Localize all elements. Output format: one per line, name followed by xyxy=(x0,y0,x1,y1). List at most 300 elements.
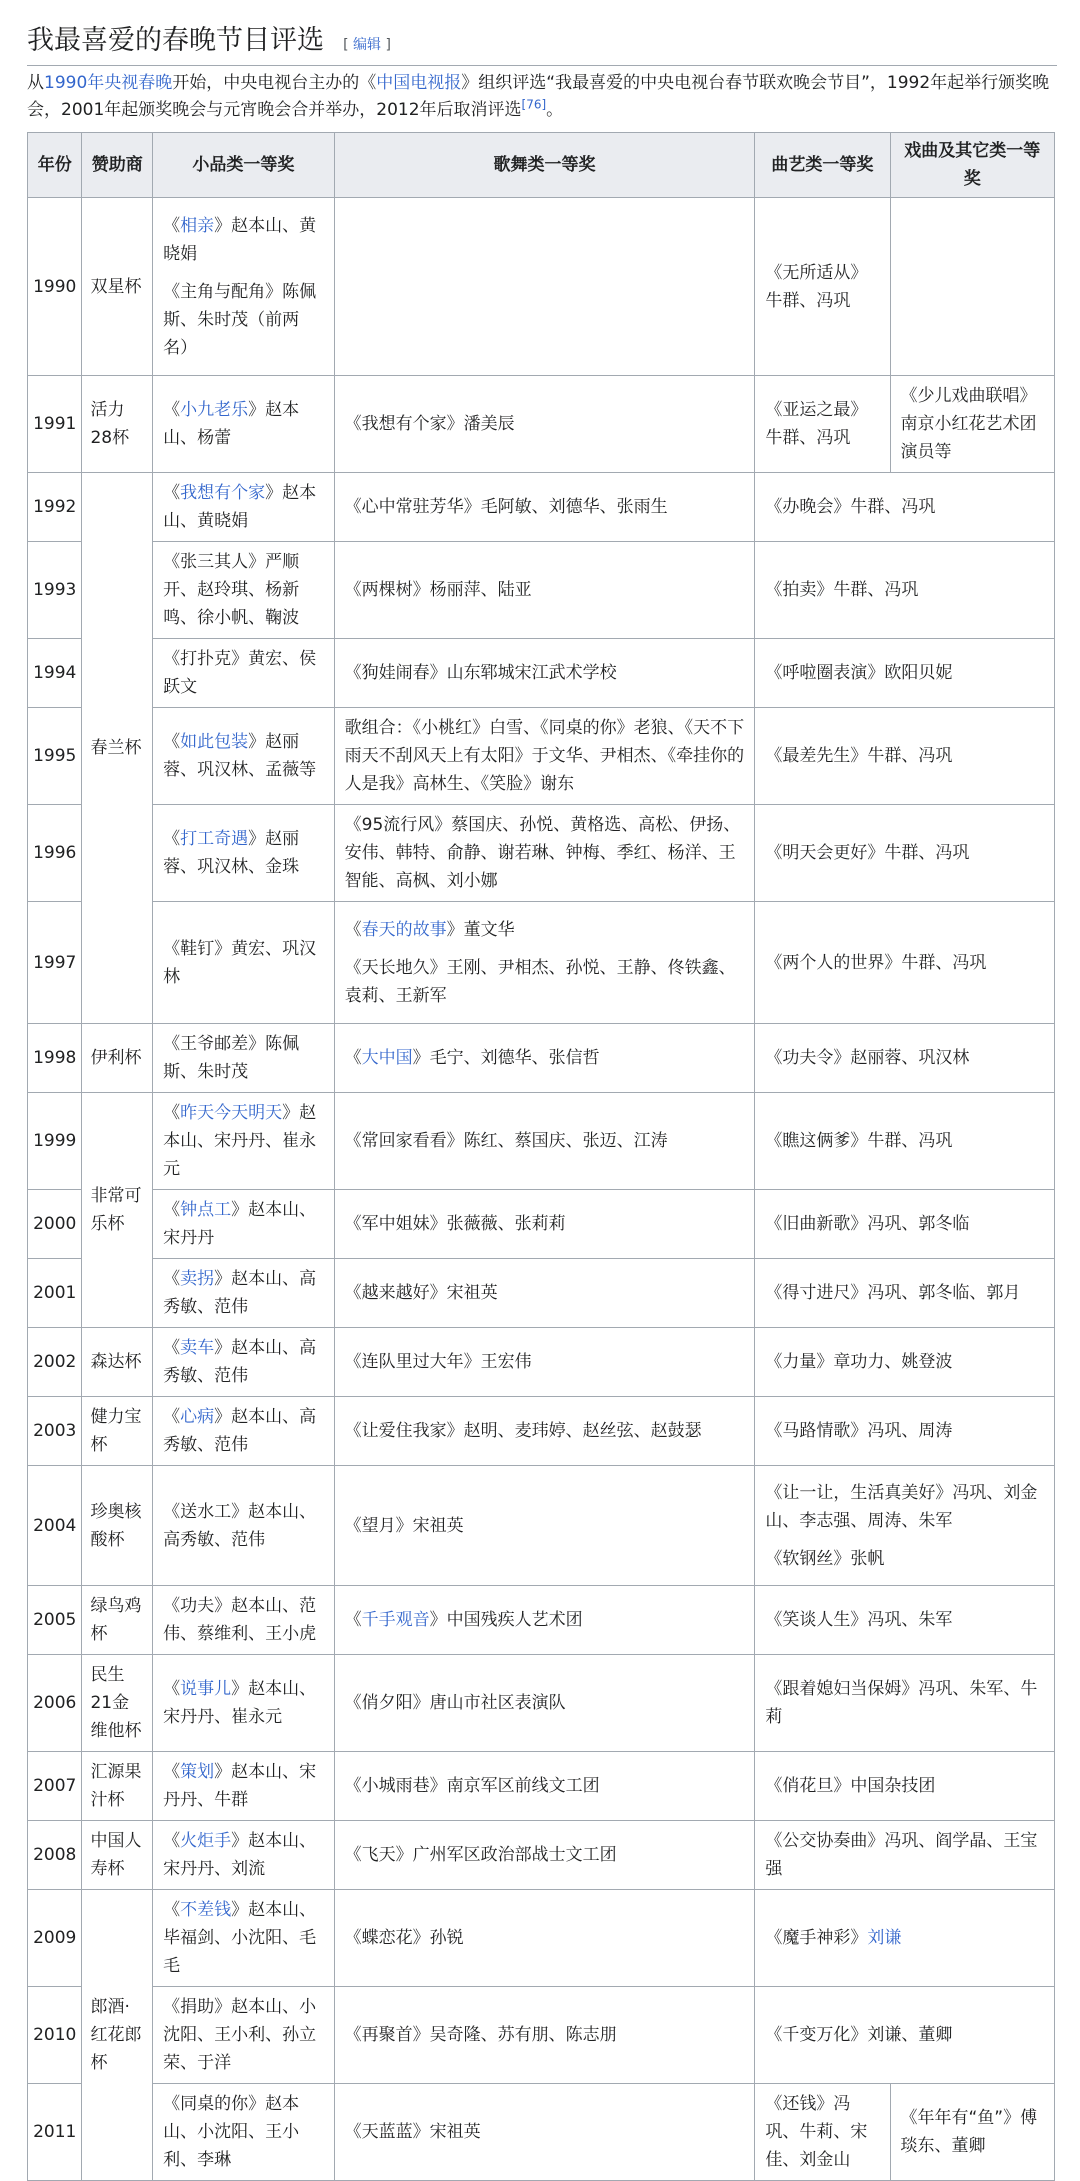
sponsor-cell: 双星杯 xyxy=(82,198,153,376)
year-cell: 1995 xyxy=(28,708,82,805)
song-cell xyxy=(334,1093,755,1190)
song-cell xyxy=(334,902,755,1024)
quyi-cell xyxy=(755,1655,1055,1752)
year-cell: 2004 xyxy=(28,1466,82,1586)
award-entry xyxy=(345,1279,745,1307)
skit-cell xyxy=(153,1466,335,1586)
award-text: 《天长地久》王刚、尹相杰、孙悦、王静、佟铁鑫、袁莉、王新军 xyxy=(344,957,736,1006)
award-text: 《无所适从》牛群、冯巩 xyxy=(765,262,868,311)
award-entry xyxy=(901,382,1045,466)
award-entry xyxy=(163,1099,324,1183)
award-text: 》赵本山、宋丹丹、崔永元 xyxy=(163,1679,317,1727)
award-text: 《 xyxy=(163,1338,181,1358)
award-entry xyxy=(163,1265,324,1321)
edit-link[interactable]: 编辑 xyxy=(353,37,382,53)
award-entry xyxy=(163,1675,324,1731)
award-entry xyxy=(163,1993,324,2077)
intro-text: 。 xyxy=(546,100,564,120)
award-entry xyxy=(765,1772,1044,1800)
year-cell: 2000 xyxy=(28,1190,82,1259)
award-text: 《蝶恋花》孙锐 xyxy=(344,1928,464,1948)
award-text: 《 xyxy=(163,1407,181,1427)
award-entry xyxy=(345,1606,745,1634)
award-entry xyxy=(163,396,324,452)
award-text: 《送水工》赵本山、高秀敏、范伟 xyxy=(163,1501,317,1550)
table-row xyxy=(28,376,1055,473)
award-text: 《让爱住我家》赵明、麦玮婷、赵丝弦、赵鼓瑟 xyxy=(344,1421,702,1441)
header-skit: 小品类一等奖 xyxy=(153,133,335,198)
award-text: 《再聚首》吴奇隆、苏有朋、陈志朋 xyxy=(344,2025,617,2045)
award-text: 《 xyxy=(163,1103,181,1123)
award-entry xyxy=(765,1348,1044,1376)
year-cell: 2003 xyxy=(28,1397,82,1466)
sponsor-cell: 中国人寿杯 xyxy=(82,1821,153,1890)
award-text: 《我想有个家》潘美辰 xyxy=(344,414,515,434)
year-cell: 1996 xyxy=(28,805,82,902)
skit-cell xyxy=(153,1987,335,2084)
sponsor-cell: 非常可乐杯 xyxy=(82,1093,153,1328)
award-entry xyxy=(345,1348,745,1376)
award-text: 》赵本山、高秀敏、范伟 xyxy=(163,1338,317,1386)
award-text: 《 xyxy=(163,1762,181,1782)
award-text: 《年年有“鱼”》傅琰东、董卿 xyxy=(900,2108,1038,2156)
award-entry xyxy=(345,2118,745,2146)
opera-cell xyxy=(890,198,1055,376)
table-row xyxy=(28,1466,1055,1586)
song-cell xyxy=(334,2084,755,2181)
award-entry xyxy=(163,2090,324,2174)
award-text: 《瞧这俩爹》牛群、冯巩 xyxy=(765,1131,953,1151)
award-text: 《 xyxy=(163,1269,181,1289)
award-entry xyxy=(345,410,745,438)
award-entry xyxy=(163,1827,324,1883)
award-entry xyxy=(345,493,745,521)
song-cell xyxy=(334,376,755,473)
award-entry xyxy=(765,1279,1044,1307)
award-link[interactable]: 小九老乐 xyxy=(180,400,249,420)
award-text: 《天蓝蓝》宋祖英 xyxy=(344,2122,481,2142)
table-row xyxy=(28,1586,1055,1655)
table-row xyxy=(28,805,1055,902)
award-entry xyxy=(765,659,1044,687)
year-cell: 2006 xyxy=(28,1655,82,1752)
skit-cell xyxy=(153,1655,335,1752)
song-cell xyxy=(334,1821,755,1890)
award-link[interactable]: 昨天今天明天 xyxy=(180,1103,283,1123)
table-row xyxy=(28,542,1055,639)
award-entry xyxy=(345,576,745,604)
award-text: 《两个人的世界》牛群、冯巩 xyxy=(765,952,987,973)
award-text: 《马路情歌》冯巩、周涛 xyxy=(765,1421,953,1441)
award-text: 《越来越好》宋祖英 xyxy=(344,1283,498,1303)
award-link[interactable]: 策划 xyxy=(180,1762,215,1782)
section-header xyxy=(27,18,1057,66)
award-text: 《明天会更好》牛群、冯巩 xyxy=(765,843,970,863)
award-text: 《 xyxy=(163,829,181,849)
skit-cell xyxy=(153,1024,335,1093)
link-1990-gala[interactable]: 1990年央视春晚 xyxy=(44,73,173,93)
header-year: 年份 xyxy=(28,133,82,198)
award-text: 《少儿戏曲联唱》南京小红花艺术团演员等 xyxy=(900,386,1037,462)
song-cell xyxy=(334,1655,755,1752)
award-entry xyxy=(345,1924,745,1952)
sponsor-cell: 汇源果汁杯 xyxy=(82,1752,153,1821)
award-entry xyxy=(345,1210,745,1238)
sponsor-cell: 健力宝杯 xyxy=(82,1397,153,1466)
award-link[interactable]: 我想有个家 xyxy=(180,483,266,503)
skit-cell xyxy=(153,902,335,1024)
award-link[interactable]: 钟点工 xyxy=(180,1200,232,1220)
song-cell xyxy=(334,1397,755,1466)
table-row xyxy=(28,902,1055,1024)
header-sponsor: 赞助商 xyxy=(82,133,153,198)
award-entry xyxy=(765,1545,1044,1573)
award-entry xyxy=(765,1417,1044,1445)
table-row xyxy=(28,1093,1055,1190)
year-cell: 2007 xyxy=(28,1752,82,1821)
award-entry xyxy=(345,2021,745,2049)
award-entry xyxy=(901,2104,1045,2160)
song-cell xyxy=(334,1024,755,1093)
skit-cell xyxy=(153,805,335,902)
award-link[interactable]: 如此包装 xyxy=(180,732,249,752)
award-link[interactable]: 相亲 xyxy=(180,215,215,236)
award-text: 《俏花旦》中国杂技团 xyxy=(765,1776,936,1796)
award-entry xyxy=(765,1044,1044,1072)
skit-cell xyxy=(153,542,335,639)
opera-cell xyxy=(890,376,1055,473)
award-entry xyxy=(765,1127,1044,1155)
award-text: 《 xyxy=(344,1048,362,1068)
table-header-row xyxy=(28,133,1055,198)
award-text: 《心中常驻芳华》毛阿敏、刘德华、张雨生 xyxy=(344,497,668,517)
quyi-cell xyxy=(755,1752,1055,1821)
song-cell xyxy=(334,1466,755,1586)
skit-cell xyxy=(153,1586,335,1655)
award-entry xyxy=(765,1827,1044,1883)
quyi-cell xyxy=(755,198,890,376)
award-text: 《让一让，生活真美好》冯巩、刘金山、李志强、周涛、朱军 xyxy=(765,1482,1038,1531)
quyi-cell xyxy=(755,1890,1055,1987)
song-cell xyxy=(334,639,755,708)
award-entry xyxy=(345,1127,745,1155)
award-link[interactable]: 刘谦 xyxy=(867,1928,902,1948)
award-text: 《 xyxy=(163,1831,181,1851)
table-row xyxy=(28,1890,1055,1987)
award-entry xyxy=(345,954,745,1010)
sponsor-cell: 活力28杯 xyxy=(82,376,153,473)
award-entry xyxy=(765,2090,879,2174)
award-text: 《 xyxy=(163,400,181,420)
skit-cell xyxy=(153,708,335,805)
award-entry xyxy=(163,1758,324,1814)
award-text: 》赵本山、毕福剑、小沈阳、毛毛 xyxy=(163,1900,317,1976)
skit-cell xyxy=(153,1259,335,1328)
award-text: 《功夫》赵本山、范伟、蔡维利、王小虎 xyxy=(163,1596,317,1644)
award-entry xyxy=(345,1512,745,1540)
sponsor-cell: 绿鸟鸡杯 xyxy=(82,1586,153,1655)
award-entry xyxy=(163,212,324,268)
year-cell: 1994 xyxy=(28,639,82,708)
year-cell: 1992 xyxy=(28,473,82,542)
award-text: 》毛宁、刘德华、张信哲 xyxy=(412,1048,600,1068)
table-row xyxy=(28,1024,1055,1093)
award-text: 》赵本山、黄晓娟 xyxy=(163,483,317,531)
award-entry xyxy=(765,1479,1044,1535)
award-text: 《 xyxy=(163,1200,181,1220)
song-cell xyxy=(334,1259,755,1328)
award-entry xyxy=(345,714,745,798)
award-text: 《力量》章功力、姚登波 xyxy=(765,1352,953,1372)
award-text: 《 xyxy=(344,919,362,940)
year-cell: 2010 xyxy=(28,1987,82,2084)
award-entry xyxy=(345,1841,745,1869)
award-text: 《 xyxy=(344,1610,362,1630)
skit-cell xyxy=(153,1328,335,1397)
award-text: 》赵本山、黄晓娟 xyxy=(163,215,317,264)
award-text: 》赵本山、宋丹丹、刘流 xyxy=(163,1831,317,1879)
year-cell: 2001 xyxy=(28,1259,82,1328)
table-row xyxy=(28,198,1055,376)
award-entry xyxy=(163,1196,324,1252)
award-link[interactable]: 大中国 xyxy=(361,1048,413,1068)
section-title: 我最喜爱的春晚节目评选 xyxy=(27,25,324,56)
award-text: 《两棵树》杨丽萍、陆亚 xyxy=(344,580,532,600)
skit-cell xyxy=(153,376,335,473)
award-entry xyxy=(345,811,745,895)
song-cell xyxy=(334,542,755,639)
award-text: 》董文华 xyxy=(446,919,515,940)
quyi-cell xyxy=(755,1821,1055,1890)
award-text: 《得寸进尺》冯巩、郭冬临、郭月 xyxy=(765,1283,1021,1303)
award-entry xyxy=(345,1772,745,1800)
skit-cell xyxy=(153,2084,335,2181)
song-cell xyxy=(334,473,755,542)
award-text: 《最差先生》牛群、冯巩 xyxy=(765,746,953,766)
year-cell: 1997 xyxy=(28,902,82,1024)
award-link[interactable]: 心病 xyxy=(180,1407,215,1427)
award-text: 《95流行风》蔡国庆、孙悦、黄格选、高松、伊扬、安伟、韩特、俞静、谢若琳、钟梅、季红、杨洋、王智能、高枫、刘小娜 xyxy=(344,815,741,891)
skit-cell xyxy=(153,1093,335,1190)
table-row xyxy=(28,1752,1055,1821)
award-link[interactable]: 千手观音 xyxy=(361,1610,430,1630)
quyi-cell xyxy=(755,376,890,473)
table-row xyxy=(28,1655,1055,1752)
quyi-cell xyxy=(755,542,1055,639)
award-entry xyxy=(345,1417,745,1445)
year-cell: 1990 xyxy=(28,198,82,376)
award-text: 》赵本山、杨蕾 xyxy=(163,400,300,448)
skit-cell xyxy=(153,473,335,542)
sponsor-cell: 珍奥核酸杯 xyxy=(82,1466,153,1586)
quyi-cell xyxy=(755,1466,1055,1586)
sponsor-cell: 伊利杯 xyxy=(82,1024,153,1093)
award-entry xyxy=(765,1675,1044,1731)
award-text: 》赵本山、高秀敏、范伟 xyxy=(163,1269,317,1317)
opera-cell xyxy=(890,2084,1055,2181)
award-entry xyxy=(163,548,324,632)
song-cell xyxy=(334,198,755,376)
quyi-cell xyxy=(755,473,1055,542)
table-row xyxy=(28,708,1055,805)
award-entry xyxy=(345,659,745,687)
award-entry xyxy=(163,1334,324,1390)
award-text: 《还钱》冯巩、牛莉、宋佳、刘金山 xyxy=(765,2094,868,2170)
awards-table xyxy=(27,132,1055,2181)
skit-cell xyxy=(153,1821,335,1890)
year-cell: 2008 xyxy=(28,1821,82,1890)
intro-paragraph xyxy=(27,70,1057,124)
year-cell: 2011 xyxy=(28,2084,82,2181)
sponsor-cell: 郎酒·红花郎杯 xyxy=(82,1890,153,2181)
award-text: 》赵本山、宋丹丹、崔永元 xyxy=(163,1103,317,1179)
award-entry xyxy=(765,742,1044,770)
year-cell: 1991 xyxy=(28,376,82,473)
award-entry xyxy=(163,1498,324,1554)
award-entry xyxy=(163,1403,324,1459)
award-entry xyxy=(765,493,1044,521)
award-entry xyxy=(765,949,1044,977)
link-tv-magazine[interactable]: 中国电视报 xyxy=(376,73,462,93)
award-text: 《 xyxy=(163,732,181,752)
sponsor-cell: 森达杯 xyxy=(82,1328,153,1397)
song-cell xyxy=(334,708,755,805)
table-row xyxy=(28,473,1055,542)
award-entry xyxy=(765,259,879,315)
award-text: 《呼啦圈表演》欧阳贝妮 xyxy=(765,663,953,683)
year-cell: 1993 xyxy=(28,542,82,639)
award-entry xyxy=(765,576,1044,604)
song-cell xyxy=(334,805,755,902)
quyi-cell xyxy=(755,1328,1055,1397)
year-cell: 2002 xyxy=(28,1328,82,1397)
skit-cell xyxy=(153,1890,335,1987)
award-text: 《办晚会》牛群、冯巩 xyxy=(765,497,936,517)
award-text: 歌组合：《小桃红》白雪、《同桌的你》老狼、《天不下雨天不刮风天上有太阳》于文华、尹相杰、《牵挂你的人是我》高林生、《笑脸》谢东 xyxy=(344,718,745,794)
table-row xyxy=(28,1328,1055,1397)
award-text: 《 xyxy=(163,215,181,236)
skit-cell xyxy=(153,1752,335,1821)
award-entry xyxy=(163,1592,324,1648)
award-text: 《望月》宋祖英 xyxy=(344,1515,464,1536)
award-link[interactable]: 说事儿 xyxy=(180,1679,232,1699)
award-link[interactable]: 卖车 xyxy=(180,1338,215,1358)
song-cell xyxy=(334,1987,755,2084)
award-text: 《常回家看看》陈红、蔡国庆、张迈、江涛 xyxy=(344,1131,668,1151)
award-entry xyxy=(345,1044,745,1072)
quyi-cell xyxy=(755,1397,1055,1466)
quyi-cell xyxy=(755,2084,890,2181)
quyi-cell xyxy=(755,805,1055,902)
year-cell: 1998 xyxy=(28,1024,82,1093)
skit-cell xyxy=(153,639,335,708)
reference-link[interactable]: [76] xyxy=(521,97,547,112)
award-entry xyxy=(163,1030,324,1086)
table-row xyxy=(28,1190,1055,1259)
table-row xyxy=(28,639,1055,708)
table-row xyxy=(28,2084,1055,2181)
song-cell xyxy=(334,1190,755,1259)
award-link[interactable]: 春天的故事 xyxy=(361,919,447,940)
song-cell xyxy=(334,1328,755,1397)
quyi-cell xyxy=(755,708,1055,805)
award-text: 《连队里过大年》王宏伟 xyxy=(344,1352,532,1372)
award-text: 《俏夕阳》唐山市社区表演队 xyxy=(344,1693,566,1713)
table-row xyxy=(28,1259,1055,1328)
table-row xyxy=(28,1397,1055,1466)
award-entry xyxy=(345,916,745,944)
skit-cell xyxy=(153,1397,335,1466)
award-text: 《捐助》赵本山、小沈阳、王小利、孙立荣、于洋 xyxy=(163,1997,317,2073)
award-entry xyxy=(765,1924,1044,1952)
award-text: 《军中姐妹》张薇薇、张莉莉 xyxy=(344,1214,566,1234)
intro-text: 从 xyxy=(27,73,44,93)
intro-text: 》组织评选“我最喜爱的中央电视台春节联欢晚会节目”，1992年起举行颁奖晚会，2001年起颁奖晚会与元宵晚会合并举办，2012年后取消评选 xyxy=(27,73,1050,120)
award-link[interactable]: 卖拐 xyxy=(180,1269,215,1289)
award-text: 《狗娃闹春》山东郓城宋江武术学校 xyxy=(344,663,617,683)
award-entry xyxy=(765,2021,1044,2049)
award-entry xyxy=(163,479,324,535)
award-text: 《千变万化》刘谦、董卿 xyxy=(765,2025,953,2045)
award-text: 《 xyxy=(163,483,181,503)
award-entry xyxy=(765,1606,1044,1634)
song-cell xyxy=(334,1752,755,1821)
award-entry xyxy=(765,396,879,452)
table-row xyxy=(28,1987,1055,2084)
award-text: 《跟着媳妇当保姆》冯巩、朱军、牛莉 xyxy=(765,1679,1038,1727)
award-text: 《旧曲新歌》冯巩、郭冬临 xyxy=(765,1214,970,1234)
header-opera: 戏曲及其它类一等奖 xyxy=(890,133,1055,198)
award-text: 《 xyxy=(163,1900,181,1920)
year-cell: 2009 xyxy=(28,1890,82,1987)
quyi-cell xyxy=(755,1093,1055,1190)
award-text: 《功夫令》赵丽蓉、巩汉林 xyxy=(765,1048,970,1068)
award-text: 》中国残疾人艺术团 xyxy=(429,1610,583,1630)
award-text: 《软钢丝》张帆 xyxy=(765,1548,885,1569)
award-entry xyxy=(163,935,324,991)
award-entry xyxy=(163,728,324,784)
award-text: 《亚运之最》牛群、冯巩 xyxy=(765,400,868,448)
quyi-cell xyxy=(755,1259,1055,1328)
award-text: 《张三其人》严顺开、赵玲琪、杨新鸣、徐小帆、鞠波 xyxy=(163,552,300,628)
song-cell xyxy=(334,1586,755,1655)
year-cell: 2005 xyxy=(28,1586,82,1655)
quyi-cell xyxy=(755,1190,1055,1259)
award-text: 》赵本山、宋丹丹 xyxy=(163,1200,317,1248)
award-text: 》赵丽蓉、巩汉林、金珠 xyxy=(163,829,300,877)
year-cell: 1999 xyxy=(28,1093,82,1190)
header-quyi: 曲艺类一等奖 xyxy=(755,133,890,198)
quyi-cell xyxy=(755,1024,1055,1093)
award-text: 《鞋钉》黄宏、巩汉林 xyxy=(163,938,317,987)
award-entry xyxy=(163,278,324,362)
award-link[interactable]: 不差钱 xyxy=(180,1900,232,1920)
intro-text: 开始，中央电视台主办的《 xyxy=(172,73,377,93)
award-entry xyxy=(163,825,324,881)
edit-link-wrap: [ 编辑 ] xyxy=(343,37,391,53)
award-text: 《拍卖》牛群、冯巩 xyxy=(765,580,919,600)
quyi-cell xyxy=(755,902,1055,1024)
skit-cell xyxy=(153,1190,335,1259)
award-link[interactable]: 打工奇遇 xyxy=(180,829,249,849)
award-entry xyxy=(765,1210,1044,1238)
header-song-dance: 歌舞类一等奖 xyxy=(334,133,755,198)
award-text: 《同桌的你》赵本山、小沈阳、王小利、李琳 xyxy=(163,2094,300,2170)
award-link[interactable]: 火炬手 xyxy=(180,1831,232,1851)
award-text: 《打扑克》黄宏、侯跃文 xyxy=(163,649,317,697)
award-text: 》赵本山、宋丹丹、牛群 xyxy=(163,1762,317,1810)
quyi-cell xyxy=(755,1987,1055,2084)
